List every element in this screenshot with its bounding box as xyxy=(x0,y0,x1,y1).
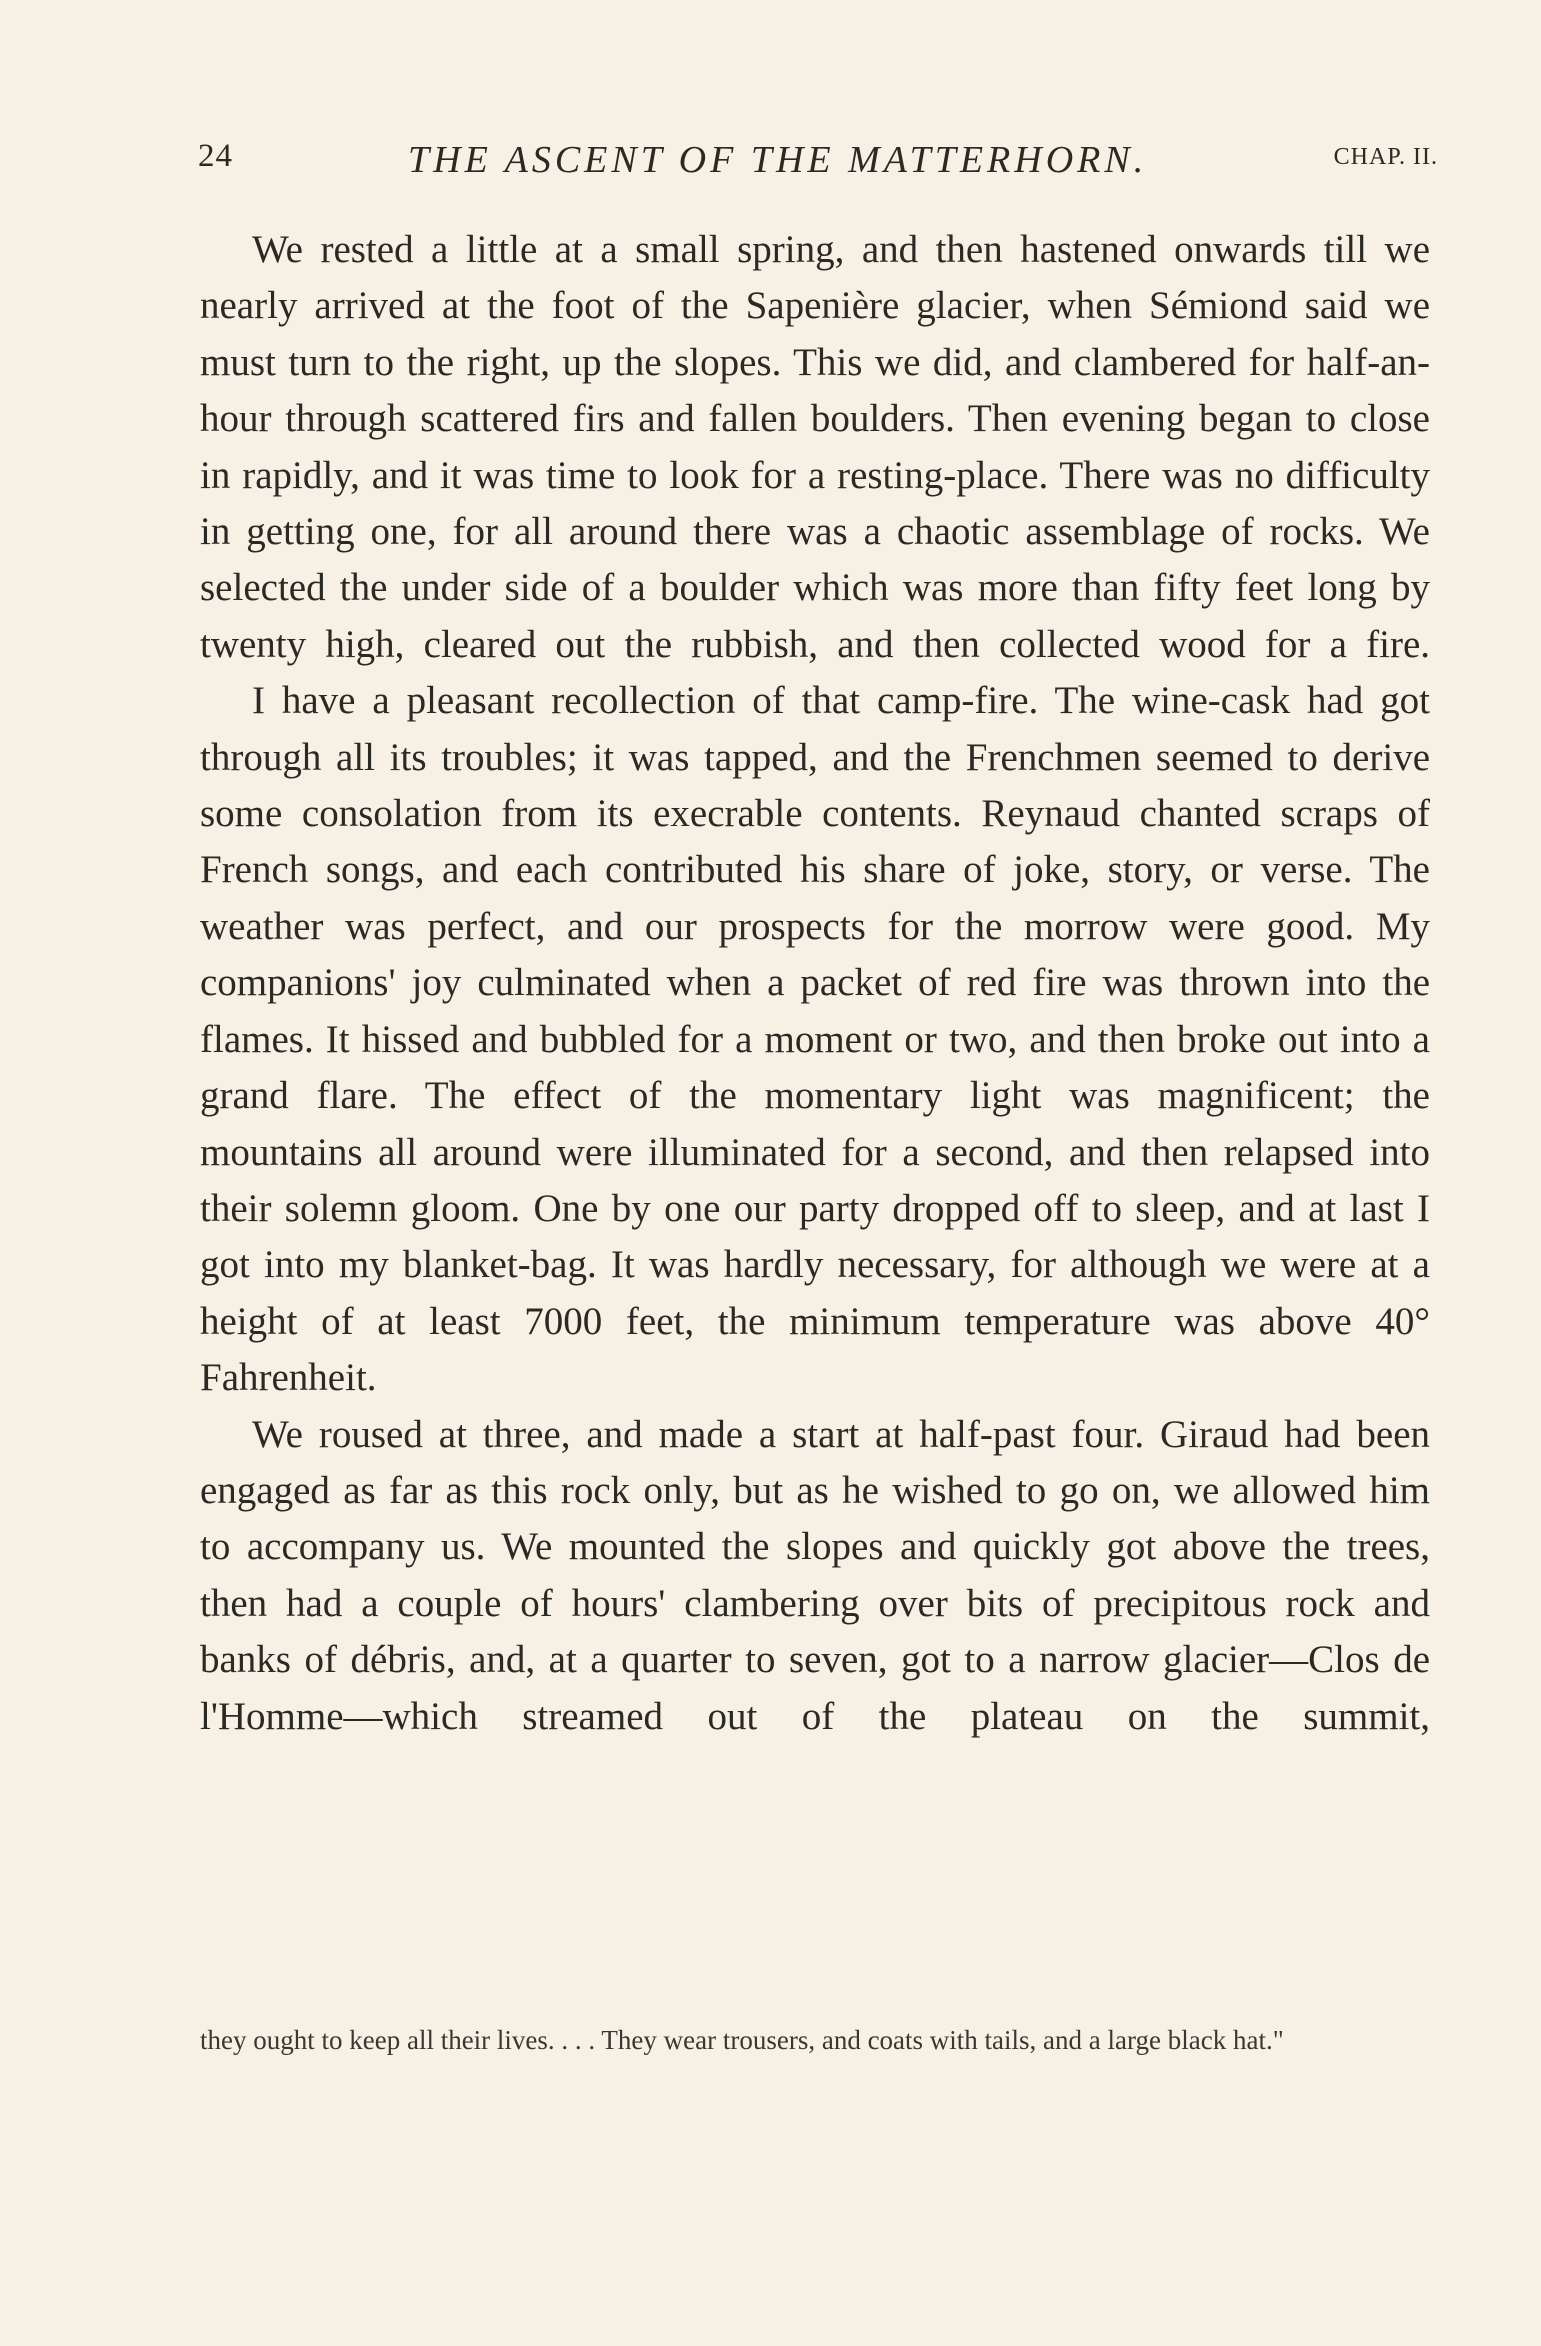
paragraph: I have a pleasant recollection of that camp-fire. The wine-cask had got through all its troubles; it was tapped, and the Frenchmen seemed to derive some consolation from its execrable contents. Reynaud chanted scraps of French songs, and each contributed his share of joke, story, or verse. The weather was perfect, and our prospects for the morrow were good. My companions' joy culminated when a packet of red fire was thrown into the flames. It hissed and bubbled for a moment or two, and then broke out into a grand flare. The effect of the momentary light was magnificent; the mountains all around were illuminated for a second, and then relapsed into their solemn gloom. One by one our party dropped off to sleep, and at last I got into my blanket-bag. It was hardly necessary, for although we were at a height of at least 7000 feet, the minimum temperature was above 40° Fahrenheit. xyxy=(200,679,1430,1400)
footnote xyxy=(200,2022,1430,2058)
paragraph: We rested a little at a small spring, and then hastened onwards till we nearly arrived at the foot of the Sapenière glacier, when Sémiond said we must turn to the right, up the slopes. This we did, and clambered for half-an-hour through scattered firs and fallen boulders. Then evening began to close in rapidly, and it was time to look for a resting-place. There was no difficulty in getting one, for all around there was a chaotic assemblage of rocks. We selected the under side of a boulder which was more than fifty feet long by twenty high, cleared out the rubbish, and then collected wood for a fire. xyxy=(200,228,1430,666)
chapter-reference: CHAP. II. xyxy=(1333,144,1438,170)
running-head xyxy=(198,138,1438,188)
body-text xyxy=(200,222,1430,1745)
paragraph: We roused at three, and made a start at half-past four. Giraud had been engaged as far as this rock only, but as he wished to go on, we allowed him to accompany us. We mounted the slopes and quickly got above the trees, then had a couple of hours' clambering over bits of precipitous rock and banks of débris, and, at a quarter to seven, got to a narrow glacier—Clos de l'Homme—which streamed out of the plateau on the summit, xyxy=(200,1412,1430,1738)
book-title: THE ASCENT OF THE MATTERHORN. xyxy=(408,139,1148,181)
page-number: 24 xyxy=(198,138,233,174)
footnote-text: they ought to keep all their lives. . . . They wear trousers, and coats with tails, and a large black hat." xyxy=(200,2025,1284,2055)
